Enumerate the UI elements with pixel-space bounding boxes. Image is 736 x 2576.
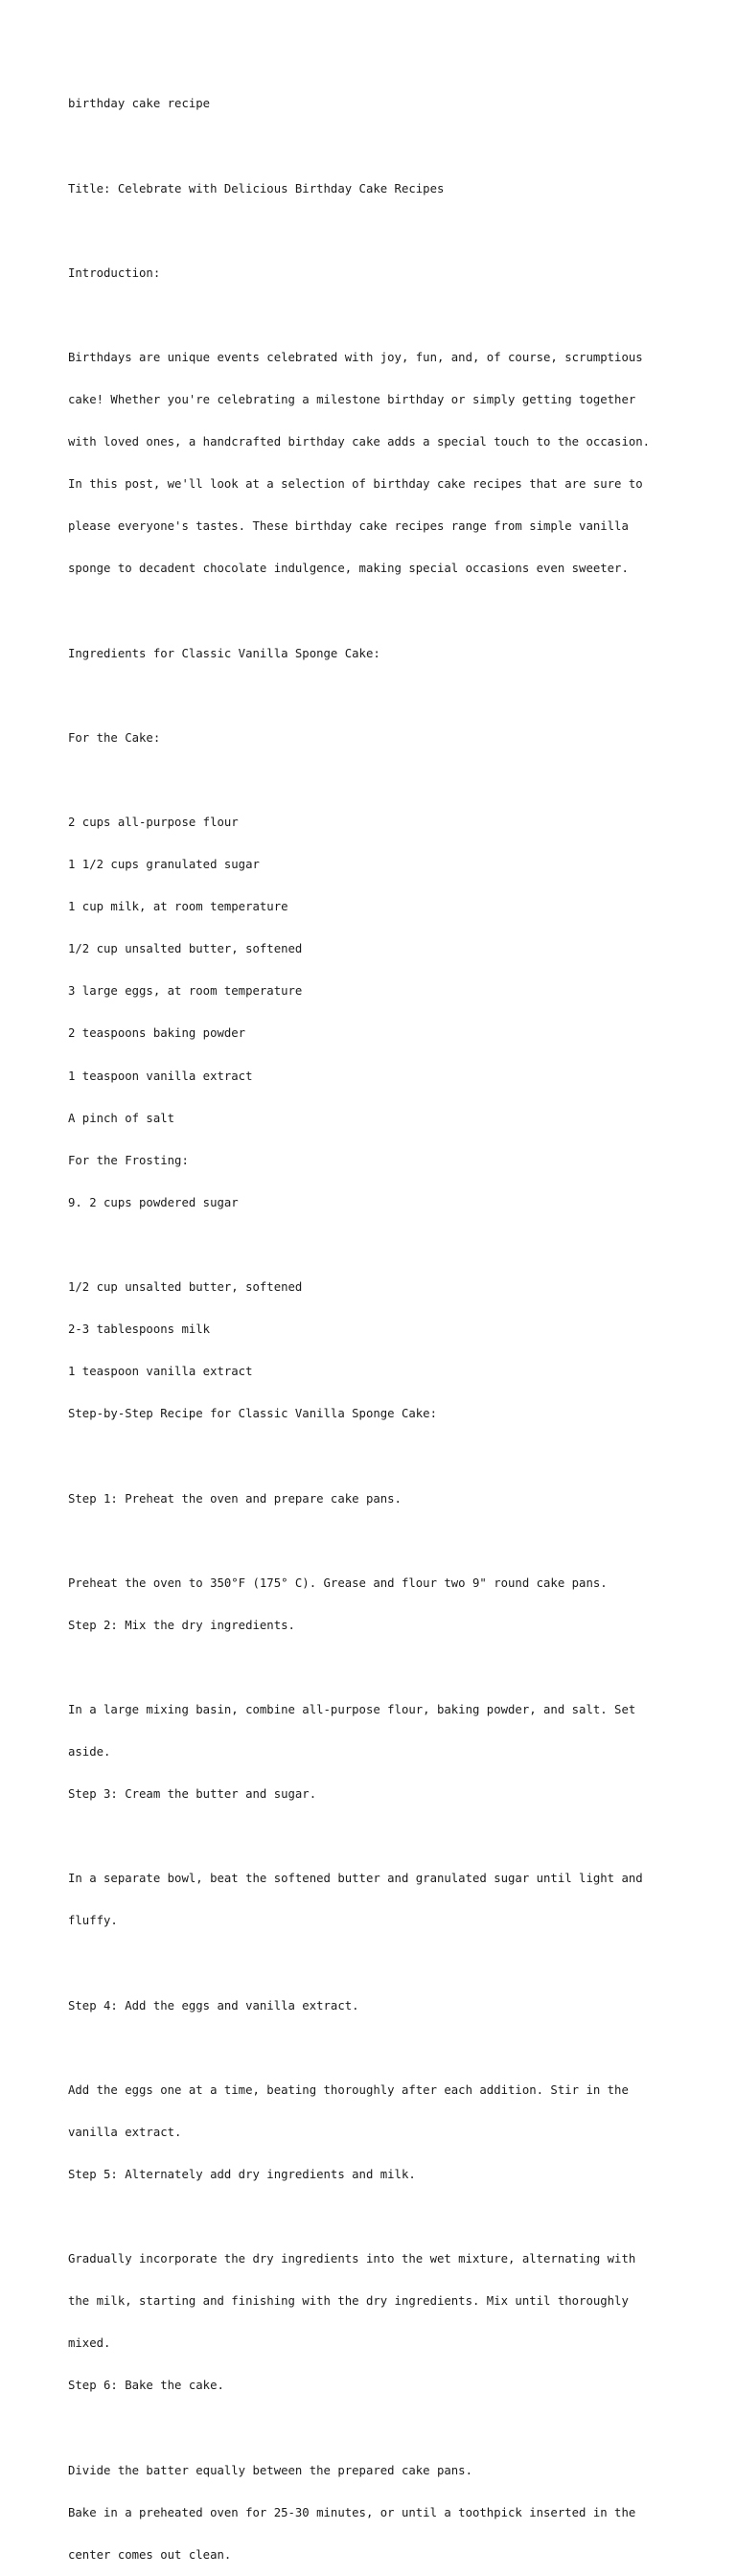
- step-line: Gradually incorporate the dry ingredients into the wet mixture, alternating with: [68, 2252, 636, 2266]
- step-title: Step 3: Cream the butter and sugar.: [68, 1787, 317, 1802]
- spacer: [68, 224, 681, 239]
- spacer: [68, 309, 681, 323]
- document-title: Title: Celebrate with Delicious Birthday Cake Recipes: [68, 181, 445, 196]
- step-line: mixed.: [68, 2336, 111, 2351]
- spacer: [68, 605, 681, 619]
- intro-line: In this post, we'll look at a selection of birthday cake recipes that are sure to: [68, 477, 643, 492]
- spacer: [68, 1238, 681, 1253]
- cake-item: For the Frosting:: [68, 1153, 189, 1167]
- frosting-item: 1 teaspoon vanilla extract: [68, 1365, 253, 1379]
- cake-label: For the Cake:: [68, 730, 161, 745]
- cake-item: 2 teaspoons baking powder: [68, 1026, 246, 1041]
- step-title: Step 2: Mix the dry ingredients.: [68, 1618, 295, 1632]
- document-body: [68, 69, 681, 2576]
- step-line: the milk, starting and finishing with the dry ingredients. Mix until thoroughly: [68, 2294, 629, 2309]
- frosting-item: 2-3 tablespoons milk: [68, 1322, 211, 1337]
- step-title: Step 6: Bake the cake.: [68, 2379, 224, 2393]
- cake-item: 3 large eggs, at room temperature: [68, 984, 303, 999]
- step-title: Step 4: Add the eggs and vanilla extract.: [68, 1998, 359, 2012]
- spacer: [68, 1449, 681, 1463]
- step-line: center comes out clean.: [68, 2547, 232, 2562]
- step-line: Preheat the oven to 350°F (175° C). Grease and flour two 9" round cake pans.: [68, 1576, 608, 1590]
- intro-line: sponge to decadent chocolate indulgence, making special occasions even sweeter.: [68, 562, 629, 576]
- step-line: Divide the batter equally between the prepared cake pans.: [68, 2463, 472, 2477]
- intro-line: with loved ones, a handcrafted birthday cake adds a special touch to the occasion.: [68, 435, 651, 449]
- steps-heading: Step-by-Step Recipe for Classic Vanilla Sponge Cake:: [68, 1407, 437, 1421]
- step-line: Bake in a preheated oven for 25-30 minutes, or until a toothpick inserted in the: [68, 2505, 636, 2519]
- spacer: [68, 2210, 681, 2224]
- intro-line: cake! Whether you're celebrating a milestone birthday or simply getting together: [68, 393, 636, 407]
- cake-item: A pinch of salt: [68, 1111, 175, 1125]
- cake-item: 1 1/2 cups granulated sugar: [68, 858, 260, 872]
- intro-line: Birthdays are unique events celebrated with joy, fun, and, of course, scrumptious: [68, 350, 643, 364]
- step-line: In a large mixing basin, combine all-purpose flour, baking powder, and salt. Set: [68, 1702, 636, 1716]
- spacer: [68, 2041, 681, 2056]
- spacer: [68, 2422, 681, 2436]
- spacer: [68, 1829, 681, 1844]
- cake-item: 1 cup milk, at room temperature: [68, 900, 288, 914]
- spacer: [68, 1957, 681, 1971]
- step-line: vanilla extract.: [68, 2125, 182, 2139]
- spacer: [68, 1661, 681, 1675]
- cake-item: 2 cups all-purpose flour: [68, 816, 239, 829]
- spacer: [68, 689, 681, 703]
- cake-item: 1 teaspoon vanilla extract: [68, 1069, 253, 1083]
- ingredients-heading: Ingredients for Classic Vanilla Sponge Cake:: [68, 646, 380, 660]
- frosting-item: 1/2 cup unsalted butter, softened: [68, 1280, 303, 1295]
- intro-label: Introduction:: [68, 265, 161, 280]
- step-line: fluffy.: [68, 1914, 118, 1928]
- cake-item: 9. 2 cups powdered sugar: [68, 1195, 239, 1209]
- step-line: In a separate bowl, beat the softened butter and granulated sugar until light and: [68, 1872, 643, 1886]
- step-title: Step 1: Preheat the oven and prepare cake pans.: [68, 1491, 402, 1506]
- spacer: [68, 773, 681, 788]
- cake-item: 1/2 cup unsalted butter, softened: [68, 942, 303, 956]
- spacer: [68, 1534, 681, 1549]
- document-heading: birthday cake recipe: [68, 97, 211, 111]
- intro-line: please everyone's tastes. These birthday cake recipes range from simple vanilla: [68, 519, 629, 534]
- spacer: [68, 140, 681, 154]
- step-line: aside.: [68, 1745, 111, 1760]
- step-line: Add the eggs one at a time, beating thoroughly after each addition. Stir in the: [68, 2082, 629, 2097]
- step-title: Step 5: Alternately add dry ingredients and milk.: [68, 2168, 416, 2181]
